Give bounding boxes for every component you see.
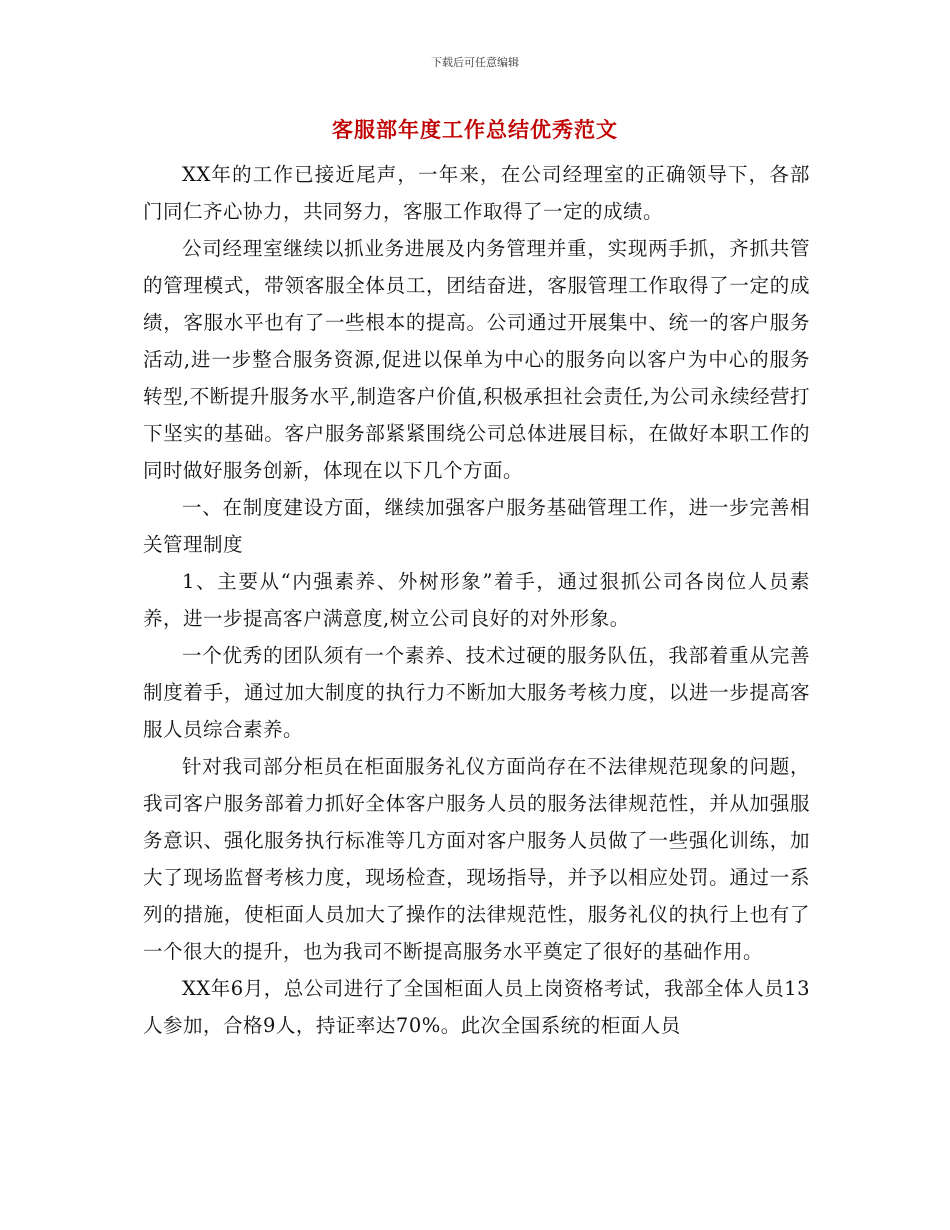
- paragraph-exam: XX年6月，总公司进行了全国柜面人员上岗资格考试，我部全体人员13人参加，合格9人，持证率达70%。此次全国系统的柜面人员: [143, 977, 810, 1037]
- document-title: 客服部年度工作总结优秀范文: [332, 118, 618, 142]
- header-note: 下载后可任意编辑: [431, 56, 519, 69]
- paragraph-team: 一个优秀的团队须有一个素养、技术过硬的服务队伍，我部着重从完善制度着手，通过加大制度的执行力不断加大服务考核力度，以进一步提高客服人员综合素养。: [143, 644, 810, 741]
- paragraph-etiquette: 针对我司部分柜员在柜面服务礼仪方面尚存在不法律规范现象的问题，我司客户服务部着力抓好全体客户服务人员的服务法律规范性，并从加强服务意识、强化服务执行标准等几方面对客户服务人员做了一些强化训练，加大了现场监督考核力度，现场检查，现场指导，并予以相应处罚。通过一系列的措施，使柜面人员加大了操作的法律规范性，服务礼仪的执行上也有了一个很大的提升，也为我司不断提高服务水平奠定了很好的基础作用。: [143, 755, 810, 963]
- document-body: [143, 156, 810, 1044]
- paragraph-section-heading: 一、在制度建设方面，继续加强客户服务基础管理工作，进一步完善相关管理制度: [143, 496, 810, 556]
- paragraph-intro: XX年的工作已接近尾声，一年来，在公司经理室的正确领导下，各部门同仁齐心协力，共同努力，客服工作取得了一定的成绩。: [143, 163, 810, 223]
- paragraph-point-1: 1、主要从“内强素养、外树形象”着手，通过狠抓公司各岗位人员素养，进一步提高客户满意度,树立公司良好的对外形象。: [143, 570, 810, 630]
- paragraph-management: 公司经理室继续以抓业务进展及内务管理并重，实现两手抓，齐抓共管的管理模式，带领客服全体员工，团结奋进，客服管理工作取得了一定的成绩，客服水平也有了一些根本的提高。公司通过开展集中、统一的客户服务活动,进一步整合服务资源,促进以保单为中心的服务向以客户为中心的服务转型,不断提升服务水平,制造客户价值,积极承担社会责任,为公司永续经营打下坚实的基础。客户服务部紧紧围绕公司总体进展目标，在做好本职工作的同时做好服务创新，体现在以下几个方面。: [143, 237, 810, 482]
